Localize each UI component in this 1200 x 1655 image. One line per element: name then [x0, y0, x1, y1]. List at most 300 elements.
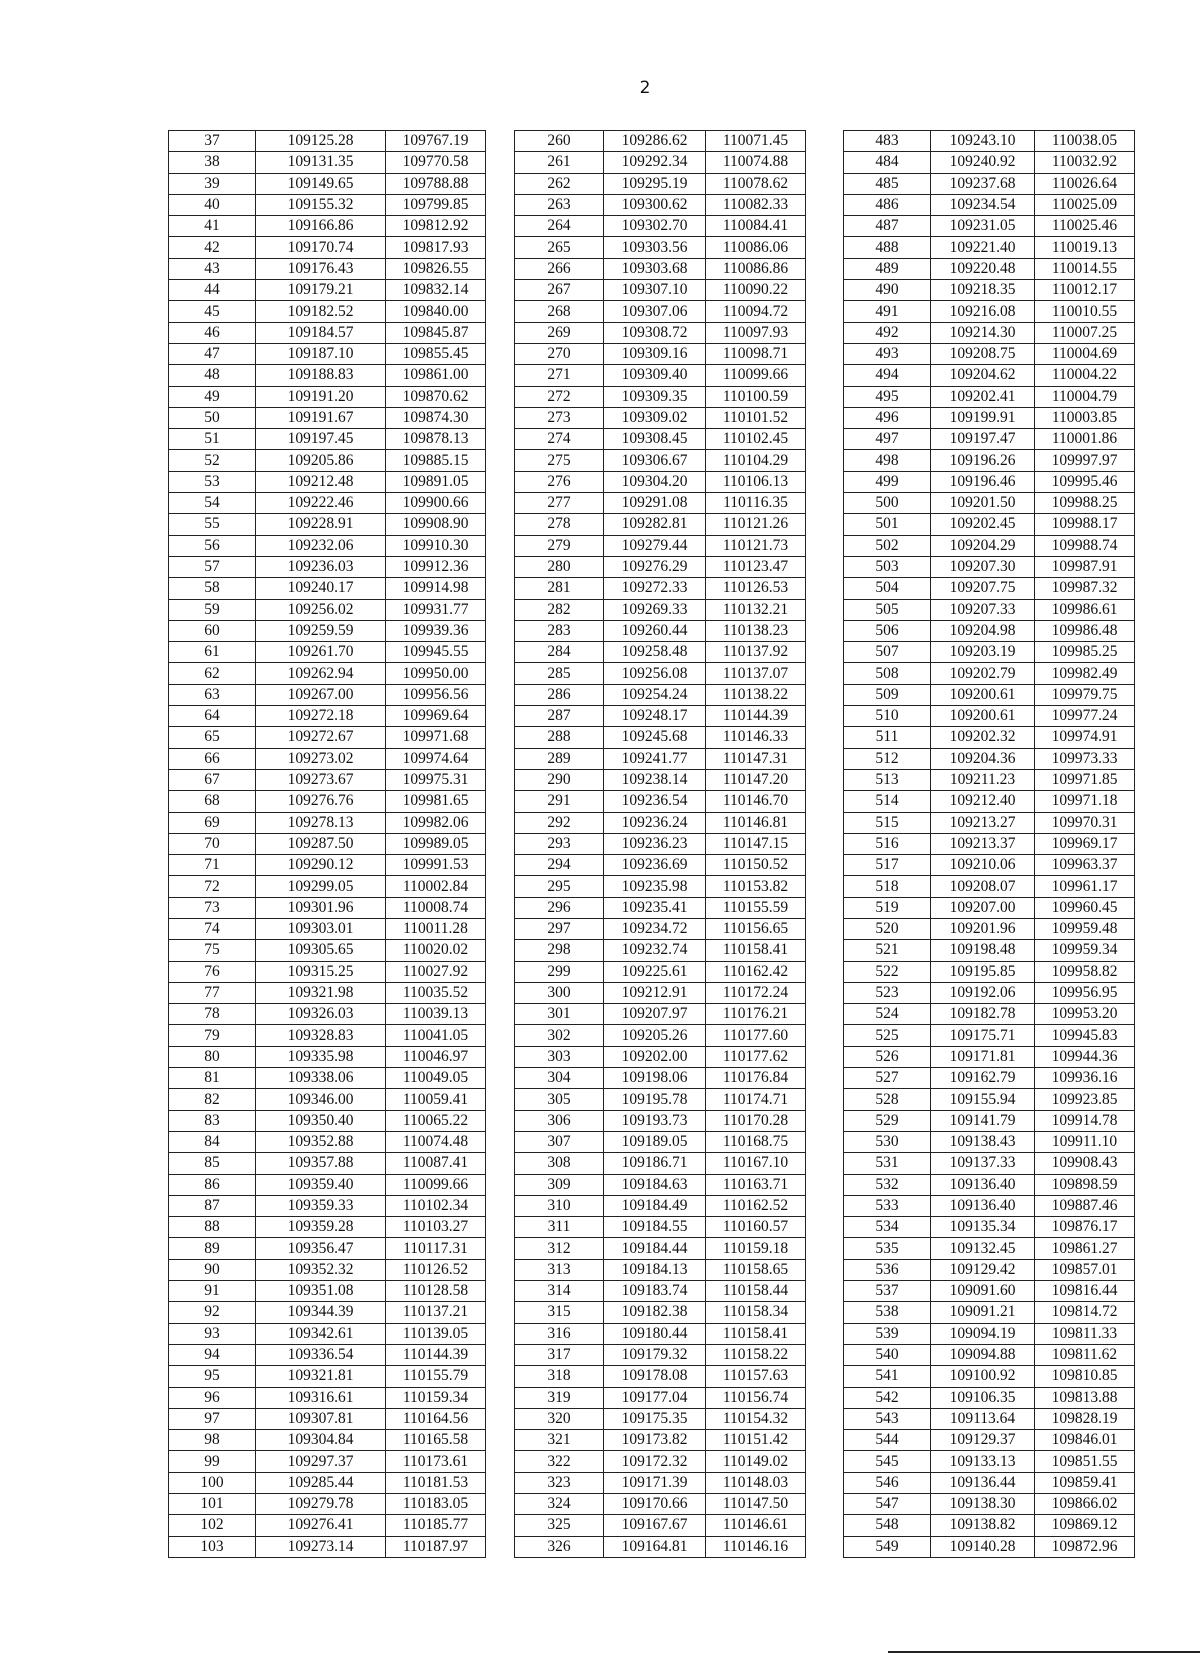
x-coordinate-cell: 109282.81 [604, 514, 706, 535]
table-row [515, 1344, 806, 1365]
y-coordinate-cell: 109997.97 [1035, 450, 1135, 471]
table-row [844, 1344, 1135, 1365]
table-row [169, 1046, 486, 1067]
y-coordinate-cell: 110123.47 [706, 556, 806, 577]
point-number-cell: 541 [844, 1366, 931, 1387]
y-coordinate-cell: 109960.45 [1035, 897, 1135, 918]
y-coordinate-cell: 110176.21 [706, 1004, 806, 1025]
x-coordinate-cell: 109351.08 [256, 1281, 386, 1302]
point-number-cell: 296 [515, 897, 604, 918]
y-coordinate-cell: 109914.78 [1035, 1110, 1135, 1131]
x-coordinate-cell: 109307.06 [604, 301, 706, 322]
y-coordinate-cell: 110153.82 [706, 876, 806, 897]
x-coordinate-cell: 109184.57 [256, 322, 386, 343]
x-coordinate-cell: 109303.68 [604, 258, 706, 279]
x-coordinate-cell: 109204.29 [931, 535, 1035, 556]
point-number-cell: 529 [844, 1110, 931, 1131]
x-coordinate-cell: 109321.81 [256, 1366, 386, 1387]
table-row [515, 982, 806, 1003]
y-coordinate-cell: 109813.88 [1035, 1387, 1135, 1408]
x-coordinate-cell: 109205.86 [256, 450, 386, 471]
point-number-cell: 522 [844, 961, 931, 982]
point-number-cell: 515 [844, 812, 931, 833]
x-coordinate-cell: 109177.04 [604, 1387, 706, 1408]
x-coordinate-cell: 109232.06 [256, 535, 386, 556]
point-number-cell: 542 [844, 1387, 931, 1408]
point-number-cell: 95 [169, 1366, 256, 1387]
y-coordinate-cell: 109861.27 [1035, 1238, 1135, 1259]
table-row [169, 684, 486, 705]
table-row [169, 769, 486, 790]
y-coordinate-cell: 109788.88 [386, 173, 486, 194]
x-coordinate-cell: 109356.47 [256, 1238, 386, 1259]
x-coordinate-cell: 109238.14 [604, 769, 706, 790]
point-number-cell: 57 [169, 556, 256, 577]
x-coordinate-cell: 109338.06 [256, 1068, 386, 1089]
y-coordinate-cell: 109944.36 [1035, 1046, 1135, 1067]
point-number-cell: 318 [515, 1366, 604, 1387]
point-number-cell: 51 [169, 429, 256, 450]
x-coordinate-cell: 109131.35 [256, 152, 386, 173]
y-coordinate-cell: 110126.53 [706, 578, 806, 599]
table-row [515, 897, 806, 918]
point-number-cell: 538 [844, 1302, 931, 1323]
x-coordinate-cell: 109136.40 [931, 1195, 1035, 1216]
table-row [515, 1046, 806, 1067]
x-coordinate-cell: 109205.26 [604, 1025, 706, 1046]
y-coordinate-cell: 109959.48 [1035, 918, 1135, 939]
point-number-cell: 527 [844, 1068, 931, 1089]
point-number-cell: 70 [169, 833, 256, 854]
point-number-cell: 75 [169, 940, 256, 961]
y-coordinate-cell: 110173.61 [386, 1451, 486, 1472]
y-coordinate-cell: 109874.30 [386, 407, 486, 428]
x-coordinate-cell: 109192.06 [931, 982, 1035, 1003]
table-row [515, 471, 806, 492]
x-coordinate-cell: 109350.40 [256, 1110, 386, 1131]
x-coordinate-cell: 109138.43 [931, 1131, 1035, 1152]
table-row [844, 1366, 1135, 1387]
table-row [169, 1408, 486, 1429]
point-number-cell: 546 [844, 1472, 931, 1493]
x-coordinate-cell: 109210.06 [931, 855, 1035, 876]
point-number-cell: 536 [844, 1259, 931, 1280]
point-number-cell: 87 [169, 1195, 256, 1216]
point-number-cell: 101 [169, 1494, 256, 1515]
coordinate-table-3 [843, 130, 1135, 1558]
x-coordinate-cell: 109291.08 [604, 493, 706, 514]
point-number-cell: 540 [844, 1344, 931, 1365]
point-number-cell: 531 [844, 1153, 931, 1174]
table-row [515, 812, 806, 833]
point-number-cell: 299 [515, 961, 604, 982]
x-coordinate-cell: 109193.73 [604, 1110, 706, 1131]
x-coordinate-cell: 109272.33 [604, 578, 706, 599]
table-row [844, 684, 1135, 705]
table-row [844, 322, 1135, 343]
x-coordinate-cell: 109208.07 [931, 876, 1035, 897]
point-number-cell: 525 [844, 1025, 931, 1046]
point-number-cell: 297 [515, 918, 604, 939]
y-coordinate-cell: 110137.92 [706, 642, 806, 663]
point-number-cell: 100 [169, 1472, 256, 1493]
y-coordinate-cell: 110012.17 [1035, 280, 1135, 301]
y-coordinate-cell: 110162.42 [706, 961, 806, 982]
x-coordinate-cell: 109234.54 [931, 194, 1035, 215]
table-row [515, 152, 806, 173]
point-number-cell: 282 [515, 599, 604, 620]
table-row [844, 1025, 1135, 1046]
table-row [169, 152, 486, 173]
point-number-cell: 512 [844, 748, 931, 769]
point-number-cell: 303 [515, 1046, 604, 1067]
point-number-cell: 499 [844, 471, 931, 492]
y-coordinate-cell: 109861.00 [386, 365, 486, 386]
point-number-cell: 320 [515, 1408, 604, 1429]
y-coordinate-cell: 110121.73 [706, 535, 806, 556]
table-row [844, 1153, 1135, 1174]
table-row [515, 1451, 806, 1472]
table-row [169, 1195, 486, 1216]
point-number-cell: 98 [169, 1430, 256, 1451]
y-coordinate-cell: 110011.28 [386, 918, 486, 939]
point-number-cell: 544 [844, 1430, 931, 1451]
x-coordinate-cell: 109195.78 [604, 1089, 706, 1110]
x-coordinate-cell: 109220.48 [931, 258, 1035, 279]
table-row [844, 365, 1135, 386]
x-coordinate-cell: 109359.40 [256, 1174, 386, 1195]
point-number-cell: 93 [169, 1323, 256, 1344]
y-coordinate-cell: 109961.17 [1035, 876, 1135, 897]
point-number-cell: 321 [515, 1430, 604, 1451]
point-number-cell: 524 [844, 1004, 931, 1025]
y-coordinate-cell: 110177.62 [706, 1046, 806, 1067]
x-coordinate-cell: 109240.92 [931, 152, 1035, 173]
y-coordinate-cell: 109910.30 [386, 535, 486, 556]
point-number-cell: 521 [844, 940, 931, 961]
y-coordinate-cell: 110086.06 [706, 237, 806, 258]
x-coordinate-cell: 109183.74 [604, 1281, 706, 1302]
y-coordinate-cell: 110097.93 [706, 322, 806, 343]
x-coordinate-cell: 109200.61 [931, 706, 1035, 727]
y-coordinate-cell: 109969.17 [1035, 833, 1135, 854]
table-row [169, 791, 486, 812]
point-number-cell: 510 [844, 706, 931, 727]
x-coordinate-cell: 109172.32 [604, 1451, 706, 1472]
table-row [844, 940, 1135, 961]
point-number-cell: 39 [169, 173, 256, 194]
point-number-cell: 486 [844, 194, 931, 215]
x-coordinate-cell: 109211.23 [931, 769, 1035, 790]
y-coordinate-cell: 110147.20 [706, 769, 806, 790]
table-row [169, 1515, 486, 1536]
table-row [169, 216, 486, 237]
table-row [844, 514, 1135, 535]
point-number-cell: 88 [169, 1217, 256, 1238]
x-coordinate-cell: 109359.33 [256, 1195, 386, 1216]
x-coordinate-cell: 109138.82 [931, 1515, 1035, 1536]
point-number-cell: 99 [169, 1451, 256, 1472]
y-coordinate-cell: 109767.19 [386, 131, 486, 152]
y-coordinate-cell: 110158.41 [706, 940, 806, 961]
x-coordinate-cell: 109234.72 [604, 918, 706, 939]
point-number-cell: 484 [844, 152, 931, 173]
y-coordinate-cell: 109989.05 [386, 833, 486, 854]
y-coordinate-cell: 109931.77 [386, 599, 486, 620]
x-coordinate-cell: 109188.83 [256, 365, 386, 386]
point-number-cell: 65 [169, 727, 256, 748]
x-coordinate-cell: 109243.10 [931, 131, 1035, 152]
x-coordinate-cell: 109287.50 [256, 833, 386, 854]
table-row [515, 131, 806, 152]
x-coordinate-cell: 109321.98 [256, 982, 386, 1003]
x-coordinate-cell: 109276.41 [256, 1515, 386, 1536]
y-coordinate-cell: 109953.20 [1035, 1004, 1135, 1025]
y-coordinate-cell: 109969.64 [386, 706, 486, 727]
y-coordinate-cell: 109995.46 [1035, 471, 1135, 492]
table-row [169, 897, 486, 918]
x-coordinate-cell: 109276.76 [256, 791, 386, 812]
x-coordinate-cell: 109300.62 [604, 194, 706, 215]
point-number-cell: 291 [515, 791, 604, 812]
point-number-cell: 80 [169, 1046, 256, 1067]
point-number-cell: 283 [515, 620, 604, 641]
table-row [844, 556, 1135, 577]
x-coordinate-cell: 109202.45 [931, 514, 1035, 535]
table-row [515, 1302, 806, 1323]
x-coordinate-cell: 109352.32 [256, 1259, 386, 1280]
table-row [844, 493, 1135, 514]
table-row [169, 131, 486, 152]
point-number-cell: 280 [515, 556, 604, 577]
y-coordinate-cell: 110165.58 [386, 1430, 486, 1451]
table-row [844, 1004, 1135, 1025]
table-row [515, 1515, 806, 1536]
y-coordinate-cell: 110104.29 [706, 450, 806, 471]
x-coordinate-cell: 109305.65 [256, 940, 386, 961]
point-number-cell: 64 [169, 706, 256, 727]
table-row [515, 429, 806, 450]
y-coordinate-cell: 109885.15 [386, 450, 486, 471]
x-coordinate-cell: 109212.48 [256, 471, 386, 492]
table-row [515, 1430, 806, 1451]
table-row [169, 1472, 486, 1493]
y-coordinate-cell: 110181.53 [386, 1472, 486, 1493]
y-coordinate-cell: 110049.05 [386, 1068, 486, 1089]
y-coordinate-cell: 110155.59 [706, 897, 806, 918]
x-coordinate-cell: 109197.47 [931, 429, 1035, 450]
y-coordinate-cell: 110139.05 [386, 1323, 486, 1344]
y-coordinate-cell: 110002.84 [386, 876, 486, 897]
y-coordinate-cell: 110158.41 [706, 1323, 806, 1344]
x-coordinate-cell: 109309.35 [604, 386, 706, 407]
table-row [169, 876, 486, 897]
table-row [844, 1089, 1135, 1110]
x-coordinate-cell: 109245.68 [604, 727, 706, 748]
x-coordinate-cell: 109237.68 [931, 173, 1035, 194]
x-coordinate-cell: 109286.62 [604, 131, 706, 152]
x-coordinate-cell: 109279.44 [604, 535, 706, 556]
table-row [844, 1259, 1135, 1280]
table-row [844, 663, 1135, 684]
x-coordinate-cell: 109303.01 [256, 918, 386, 939]
table-row [844, 258, 1135, 279]
y-coordinate-cell: 110138.22 [706, 684, 806, 705]
y-coordinate-cell: 109799.85 [386, 194, 486, 215]
table-row [515, 1536, 806, 1557]
point-number-cell: 302 [515, 1025, 604, 1046]
y-coordinate-cell: 109939.36 [386, 620, 486, 641]
x-coordinate-cell: 109184.49 [604, 1195, 706, 1216]
y-coordinate-cell: 110146.61 [706, 1515, 806, 1536]
table-row [169, 322, 486, 343]
point-number-cell: 537 [844, 1281, 931, 1302]
table-row [844, 769, 1135, 790]
x-coordinate-cell: 109259.59 [256, 620, 386, 641]
x-coordinate-cell: 109170.74 [256, 237, 386, 258]
point-number-cell: 49 [169, 386, 256, 407]
point-number-cell: 505 [844, 599, 931, 620]
y-coordinate-cell: 110025.46 [1035, 216, 1135, 237]
table-row [169, 833, 486, 854]
x-coordinate-cell: 109254.24 [604, 684, 706, 705]
y-coordinate-cell: 110046.97 [386, 1046, 486, 1067]
table-row [515, 1025, 806, 1046]
x-coordinate-cell: 109176.43 [256, 258, 386, 279]
y-coordinate-cell: 110007.25 [1035, 322, 1135, 343]
y-coordinate-cell: 109923.85 [1035, 1089, 1135, 1110]
y-coordinate-cell: 110001.86 [1035, 429, 1135, 450]
y-coordinate-cell: 109814.72 [1035, 1302, 1135, 1323]
table-row [844, 131, 1135, 152]
x-coordinate-cell: 109228.91 [256, 514, 386, 535]
point-number-cell: 300 [515, 982, 604, 1003]
point-number-cell: 79 [169, 1025, 256, 1046]
y-coordinate-cell: 110039.13 [386, 1004, 486, 1025]
x-coordinate-cell: 109306.67 [604, 450, 706, 471]
point-number-cell: 86 [169, 1174, 256, 1195]
y-coordinate-cell: 110121.26 [706, 514, 806, 535]
y-coordinate-cell: 110159.34 [386, 1387, 486, 1408]
table-row [515, 450, 806, 471]
y-coordinate-cell: 109845.87 [386, 322, 486, 343]
table-row [169, 535, 486, 556]
y-coordinate-cell: 109979.75 [1035, 684, 1135, 705]
point-number-cell: 513 [844, 769, 931, 790]
point-number-cell: 292 [515, 812, 604, 833]
table-row [844, 1238, 1135, 1259]
table-row [515, 642, 806, 663]
point-number-cell: 97 [169, 1408, 256, 1429]
point-number-cell: 539 [844, 1323, 931, 1344]
x-coordinate-cell: 109309.16 [604, 343, 706, 364]
x-coordinate-cell: 109184.44 [604, 1238, 706, 1259]
table-row [844, 812, 1135, 833]
point-number-cell: 46 [169, 322, 256, 343]
y-coordinate-cell: 110151.42 [706, 1430, 806, 1451]
y-coordinate-cell: 109971.18 [1035, 791, 1135, 812]
x-coordinate-cell: 109189.05 [604, 1131, 706, 1152]
table-row [844, 748, 1135, 769]
table-row [515, 1238, 806, 1259]
point-number-cell: 61 [169, 642, 256, 663]
point-number-cell: 85 [169, 1153, 256, 1174]
point-number-cell: 42 [169, 237, 256, 258]
y-coordinate-cell: 109887.46 [1035, 1195, 1135, 1216]
point-number-cell: 47 [169, 343, 256, 364]
y-coordinate-cell: 110149.02 [706, 1451, 806, 1472]
table-row [515, 769, 806, 790]
point-number-cell: 497 [844, 429, 931, 450]
point-number-cell: 494 [844, 365, 931, 386]
table-row [515, 961, 806, 982]
y-coordinate-cell: 109898.59 [1035, 1174, 1135, 1195]
table-row [169, 1131, 486, 1152]
x-coordinate-cell: 109129.42 [931, 1259, 1035, 1280]
table-row [844, 280, 1135, 301]
table-row [515, 1153, 806, 1174]
table-row [515, 1259, 806, 1280]
point-number-cell: 50 [169, 407, 256, 428]
table-row [169, 1068, 486, 1089]
y-coordinate-cell: 110074.48 [386, 1131, 486, 1152]
y-coordinate-cell: 110059.41 [386, 1089, 486, 1110]
table-row [169, 855, 486, 876]
table-row [169, 1494, 486, 1515]
x-coordinate-cell: 109328.83 [256, 1025, 386, 1046]
y-coordinate-cell: 109855.45 [386, 343, 486, 364]
point-number-cell: 263 [515, 194, 604, 215]
y-coordinate-cell: 110170.28 [706, 1110, 806, 1131]
point-number-cell: 84 [169, 1131, 256, 1152]
table-row [515, 940, 806, 961]
table-row [844, 1515, 1135, 1536]
point-number-cell: 315 [515, 1302, 604, 1323]
point-number-cell: 496 [844, 407, 931, 428]
x-coordinate-cell: 109132.45 [931, 1238, 1035, 1259]
table-row [515, 727, 806, 748]
point-number-cell: 307 [515, 1131, 604, 1152]
y-coordinate-cell: 109816.44 [1035, 1281, 1135, 1302]
y-coordinate-cell: 110137.07 [706, 663, 806, 684]
point-number-cell: 547 [844, 1494, 931, 1515]
y-coordinate-cell: 110158.34 [706, 1302, 806, 1323]
y-coordinate-cell: 109812.92 [386, 216, 486, 237]
point-number-cell: 528 [844, 1089, 931, 1110]
table-row [515, 706, 806, 727]
table-row [169, 663, 486, 684]
table-row [844, 237, 1135, 258]
x-coordinate-cell: 109202.41 [931, 386, 1035, 407]
y-coordinate-cell: 110025.09 [1035, 194, 1135, 215]
coordinate-table-1 [168, 130, 486, 1558]
point-number-cell: 290 [515, 769, 604, 790]
table-row [844, 1408, 1135, 1429]
table-row [844, 429, 1135, 450]
x-coordinate-cell: 109346.00 [256, 1089, 386, 1110]
table-row [515, 1217, 806, 1238]
y-coordinate-cell: 109908.43 [1035, 1153, 1135, 1174]
x-coordinate-cell: 109207.75 [931, 578, 1035, 599]
point-number-cell: 502 [844, 535, 931, 556]
y-coordinate-cell: 110183.05 [386, 1494, 486, 1515]
y-coordinate-cell: 109811.33 [1035, 1323, 1135, 1344]
point-number-cell: 71 [169, 855, 256, 876]
table-row [515, 216, 806, 237]
x-coordinate-cell: 109236.23 [604, 833, 706, 854]
point-number-cell: 322 [515, 1451, 604, 1472]
y-coordinate-cell: 110035.52 [386, 982, 486, 1003]
